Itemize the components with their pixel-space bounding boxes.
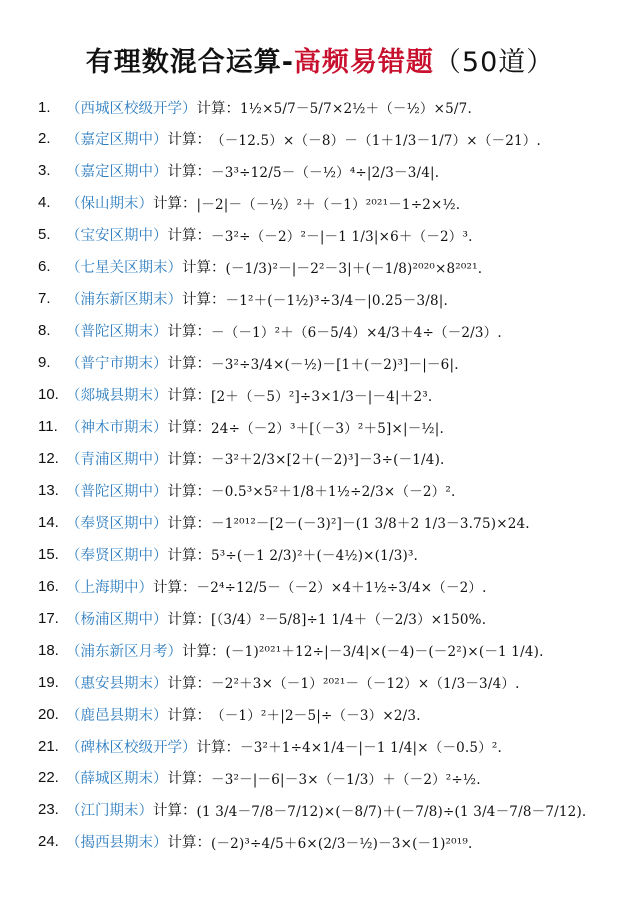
source-close-paren: ） xyxy=(153,356,168,373)
problem-expression: －2⁴÷12/5－（－2）×4＋1½÷3/4×（－2）. xyxy=(196,580,487,597)
source-close-paren: ） xyxy=(153,547,168,564)
source-open-paren: （ xyxy=(66,451,81,468)
source-close-paren: ） xyxy=(153,164,168,181)
source-open-paren: （ xyxy=(66,356,81,373)
title-prefix: 有理数混合运算- xyxy=(85,47,294,78)
problem-label: 计算： xyxy=(182,643,226,660)
source-open-paren: （ xyxy=(66,707,81,724)
source-close-paren: ） xyxy=(153,483,168,500)
problem-number: 19. xyxy=(38,673,59,691)
source-close-paren: ） xyxy=(182,739,197,756)
problem-expression: －1²＋(－1½)³÷3/4－|0.25－3/8|. xyxy=(225,292,449,309)
problem-label: 计算： xyxy=(167,707,211,724)
source-open-paren: （ xyxy=(66,835,81,852)
problem-body xyxy=(66,256,482,277)
problem-label: 计算： xyxy=(153,803,197,820)
problem-body xyxy=(66,831,472,852)
source-open-paren: （ xyxy=(66,228,81,245)
page-title xyxy=(0,40,640,79)
problem-expression: －（－1）²＋（6－5/4）×4/3＋4÷（－2/3）. xyxy=(211,324,502,341)
problem-source: 郯城县期末 xyxy=(80,388,153,405)
source-open-paren: （ xyxy=(66,739,81,756)
source-open-paren: （ xyxy=(66,483,81,500)
problem-body xyxy=(66,704,421,725)
problem-item xyxy=(0,634,640,666)
problem-source: 上海期中 xyxy=(80,579,139,596)
source-open-paren: （ xyxy=(66,547,81,564)
problem-expression: －3²÷3/4×(－½)－[1＋(－2)³]－|－6|. xyxy=(211,356,459,373)
problem-number: 16. xyxy=(38,577,59,595)
problem-number: 2. xyxy=(38,130,51,148)
problem-source: 惠安县期末 xyxy=(80,675,153,692)
problem-number: 5. xyxy=(38,226,51,244)
problem-source: 浦东新区月考 xyxy=(80,643,168,660)
problem-item xyxy=(0,155,640,187)
problem-body xyxy=(66,799,586,820)
problem-number: 17. xyxy=(38,609,59,627)
problem-item xyxy=(0,187,640,219)
problem-item xyxy=(0,251,640,283)
problem-label: 计算： xyxy=(167,228,211,245)
problem-body xyxy=(66,288,448,309)
source-open-paren: （ xyxy=(66,675,81,692)
problem-source: 保山期末 xyxy=(80,196,139,213)
problem-body xyxy=(66,352,459,373)
problem-expression: －1²⁰¹²－[2－(－3)²]－(1 3/8＋2 1/3－3.75)×24. xyxy=(211,516,530,533)
problem-number: 6. xyxy=(38,258,51,276)
problem-item xyxy=(0,411,640,443)
problem-item xyxy=(0,315,640,347)
problem-expression: （－1）²＋|2－5|÷（－3）×2/3. xyxy=(211,708,421,725)
problem-source: 普宁市期末 xyxy=(80,356,153,373)
problem-item xyxy=(0,474,640,506)
problem-label: 计算： xyxy=(182,292,226,309)
source-open-paren: （ xyxy=(66,388,81,405)
source-open-paren: （ xyxy=(66,771,81,788)
problem-number: 18. xyxy=(38,641,59,659)
problem-source: 青浦区期中 xyxy=(80,451,153,468)
problem-label: 计算： xyxy=(153,196,197,213)
problem-number: 8. xyxy=(38,322,51,340)
problem-number: 1. xyxy=(38,98,51,116)
problem-item xyxy=(0,794,640,826)
problem-expression: －3²＋1÷4×1/4－|－1 1/4|×（－0.5）². xyxy=(240,740,503,756)
problem-item xyxy=(0,730,640,762)
problem-expression: －2²＋3×（－1）²⁰²¹－（－12）×（1/3－3/4）. xyxy=(211,676,520,693)
problem-label: 计算： xyxy=(167,771,211,788)
problem-source: 西城区校级开学 xyxy=(80,100,182,117)
source-open-paren: （ xyxy=(66,260,81,277)
problem-source: 普陀区期中 xyxy=(80,483,153,500)
problem-number: 10. xyxy=(38,386,59,404)
source-open-paren: （ xyxy=(66,420,81,436)
problem-item xyxy=(0,283,640,315)
problem-body xyxy=(66,192,460,213)
problem-expression: －0.5³×5²＋1/8＋1½÷2/3×（－2）². xyxy=(211,484,456,501)
source-open-paren: （ xyxy=(66,292,81,309)
problem-source: 神木市期末 xyxy=(80,420,153,436)
source-close-paren: ） xyxy=(167,260,182,277)
problem-source: 鹿邑县期末 xyxy=(80,707,153,724)
source-open-paren: （ xyxy=(66,324,81,341)
problem-item xyxy=(0,602,640,634)
problem-expression: （－12.5）×（－8）－（1＋1/3－1/7）×（－21）. xyxy=(211,132,541,149)
problem-body xyxy=(66,672,520,693)
problem-label: 计算： xyxy=(167,388,211,405)
problem-expression: －3²－|－6|－3×（－1/3）＋（－2）²÷½. xyxy=(211,771,481,788)
source-open-paren: （ xyxy=(66,803,81,820)
source-open-paren: （ xyxy=(66,196,81,213)
problem-expression: [2＋（－5）²]÷3×1/3－|－4|＋2³. xyxy=(211,388,433,405)
problem-number: 22. xyxy=(38,769,59,787)
problem-item xyxy=(0,219,640,251)
source-open-paren: （ xyxy=(66,611,81,628)
problem-item xyxy=(0,666,640,698)
source-open-paren: （ xyxy=(66,515,81,532)
source-close-paren: ） xyxy=(138,803,153,820)
source-close-paren: ） xyxy=(153,611,168,628)
source-close-paren: ） xyxy=(153,324,168,341)
problem-item xyxy=(0,762,640,794)
problem-source: 奉贤区期中 xyxy=(80,547,153,564)
problem-label: 计算： xyxy=(196,739,240,756)
problem-body xyxy=(66,224,473,245)
problem-item xyxy=(0,538,640,570)
source-close-paren: ） xyxy=(138,579,153,596)
problem-source: 嘉定区期中 xyxy=(80,164,153,181)
problem-number: 15. xyxy=(38,545,59,563)
problem-label: 计算： xyxy=(167,324,211,341)
problem-item xyxy=(0,698,640,730)
source-close-paren: ） xyxy=(167,643,182,660)
problem-body xyxy=(66,320,502,341)
source-close-paren: ） xyxy=(153,515,168,532)
problem-source: 杨浦区期中 xyxy=(80,611,153,628)
problem-item xyxy=(0,442,640,474)
problem-source: 揭西县期末 xyxy=(80,835,153,852)
problem-number: 20. xyxy=(38,705,59,723)
problem-expression: －3²＋2/3×[2＋(－2)³]－3÷(－1/4). xyxy=(211,452,445,469)
problem-item xyxy=(0,347,640,379)
problem-expression: (－1)²⁰²¹＋12÷|－3/4|×(－4)－(－2²)×(－1 1/4). xyxy=(225,644,544,661)
source-open-paren: （ xyxy=(66,132,81,149)
problem-label: 计算： xyxy=(182,260,226,277)
problem-source: 奉贤区期中 xyxy=(80,515,153,532)
problem-expression: (1 3/4－7/8－7/12)×(－8/7)＋(－7/8)÷(1 3/4－7/8－7/12). xyxy=(196,803,587,820)
source-close-paren: ） xyxy=(182,100,197,117)
problem-source: 浦东新区期末 xyxy=(80,292,168,309)
problem-number: 24. xyxy=(38,833,59,851)
problem-source: 江门期末 xyxy=(80,803,139,820)
problem-body xyxy=(66,384,432,405)
problem-body xyxy=(66,608,486,629)
problem-item xyxy=(0,123,640,155)
problem-number: 12. xyxy=(38,449,59,467)
problem-body xyxy=(66,736,502,757)
source-close-paren: ） xyxy=(153,420,168,436)
problem-label: 计算： xyxy=(167,515,211,532)
problem-body xyxy=(66,576,487,597)
problem-number: 14. xyxy=(38,513,59,531)
problem-body xyxy=(66,97,472,118)
source-open-paren: （ xyxy=(66,579,81,596)
problem-expression: 5³÷(－1 2/3)²＋(－4½)×(1/3)³. xyxy=(211,548,419,565)
problem-expression: (－1/3)²－|－2²－3|＋(－1/8)²⁰²⁰×8²⁰²¹. xyxy=(225,260,483,277)
problem-item xyxy=(0,379,640,411)
problem-source: 嘉定区期中 xyxy=(80,132,153,149)
problem-item xyxy=(0,91,640,123)
problem-label: 计算： xyxy=(167,164,211,181)
problem-body xyxy=(66,128,541,149)
problem-number: 3. xyxy=(38,162,51,180)
problem-label: 计算： xyxy=(167,611,211,628)
problem-expression: 24÷（－2）³＋[（－3）²＋5]×|－½|. xyxy=(211,420,444,437)
problem-expression: －3²÷（－2）²－|－1 1/3|×6＋（－2）³. xyxy=(211,228,473,245)
problem-number: 4. xyxy=(38,194,51,212)
problem-label: 计算： xyxy=(167,547,211,564)
source-close-paren: ） xyxy=(153,388,168,405)
problem-body xyxy=(66,160,439,181)
problem-source: 七星关区期末 xyxy=(80,260,168,277)
source-close-paren: ） xyxy=(153,675,168,692)
problem-label: 计算： xyxy=(167,451,211,468)
title-highlight: 高频易错题 xyxy=(293,47,434,78)
problem-label: 计算： xyxy=(167,420,211,436)
problem-source: 碑林区校级开学 xyxy=(80,739,182,756)
problem-number: 23. xyxy=(38,801,59,819)
problem-body xyxy=(66,416,444,437)
problem-number: 21. xyxy=(38,737,59,755)
problem-expression: (－2)³÷4/5＋6×(2/3－½)－3×(－1)²⁰¹⁹. xyxy=(211,835,473,852)
problem-expression: －3³÷12/5－（－½）⁴÷|2/3－3/4|. xyxy=(211,164,440,181)
problem-label: 计算： xyxy=(167,483,211,500)
problem-number: 9. xyxy=(38,354,51,372)
problem-expression: |－2|－（－½）²＋（－1）²⁰²¹－1÷2×½. xyxy=(196,196,461,213)
source-close-paren: ） xyxy=(167,292,182,309)
source-open-paren: （ xyxy=(66,164,81,181)
source-close-paren: ） xyxy=(153,132,168,149)
problem-number: 11. xyxy=(38,418,58,435)
problem-source: 宝安区期中 xyxy=(80,228,153,245)
source-close-paren: ） xyxy=(153,707,168,724)
problem-item xyxy=(0,826,640,858)
source-close-paren: ） xyxy=(153,771,168,788)
source-close-paren: ） xyxy=(153,228,168,245)
problem-number: 13. xyxy=(38,481,59,499)
problem-number: 7. xyxy=(38,290,51,308)
problem-source: 普陀区期末 xyxy=(80,324,153,341)
problem-label: 计算： xyxy=(167,675,211,692)
problem-item xyxy=(0,570,640,602)
problem-body xyxy=(66,544,418,565)
problem-expression: 1½×5/7－5/7×2½＋（－½）×5/7. xyxy=(240,101,472,117)
problem-label: 计算： xyxy=(167,356,211,373)
problem-expression: [（3/4）²－5/8]÷1 1/4＋（－2/3）×150%. xyxy=(211,612,487,629)
problem-item xyxy=(0,506,640,538)
problem-body xyxy=(66,448,445,469)
problem-label: 计算： xyxy=(167,132,211,149)
problem-body xyxy=(66,480,455,501)
problem-body xyxy=(66,767,481,788)
title-count: （50道） xyxy=(433,47,555,78)
problem-body xyxy=(66,512,530,533)
problem-label: 计算： xyxy=(167,835,211,852)
problem-label: 计算： xyxy=(196,100,240,117)
problem-label: 计算： xyxy=(153,579,197,596)
source-open-paren: （ xyxy=(66,100,81,117)
source-open-paren: （ xyxy=(66,643,81,660)
source-close-paren: ） xyxy=(138,196,153,213)
problem-source: 薛城区期末 xyxy=(80,771,153,788)
source-close-paren: ） xyxy=(153,451,168,468)
problem-body xyxy=(66,640,544,661)
source-close-paren: ） xyxy=(153,835,168,852)
